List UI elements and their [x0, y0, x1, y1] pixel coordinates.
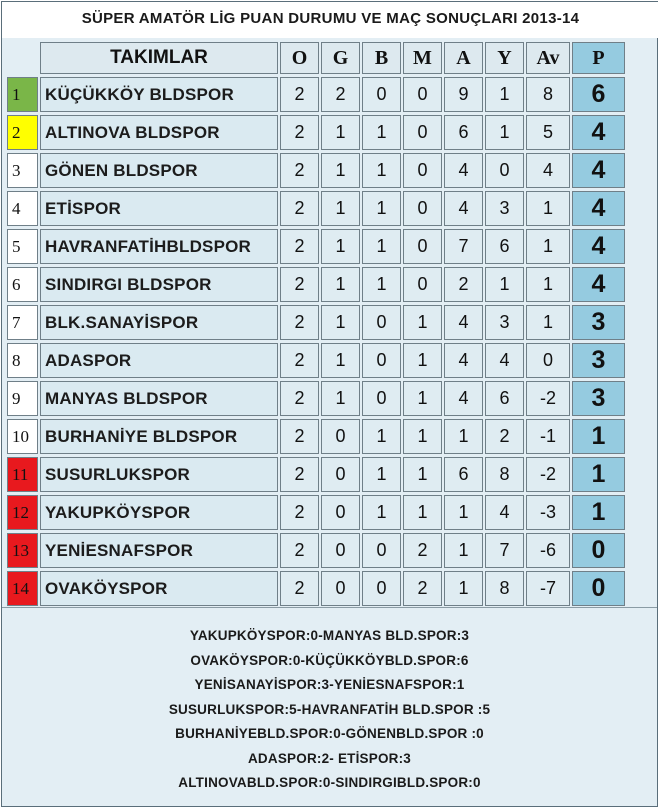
played-cell: 2	[280, 305, 319, 340]
table-row	[7, 267, 625, 302]
goals-for-cell: 4	[444, 305, 483, 340]
played-cell: 2	[280, 533, 319, 568]
points-cell: 4	[572, 191, 625, 226]
goals-for-cell: 4	[444, 153, 483, 188]
header-goals-for: A	[444, 42, 483, 74]
table-row	[7, 457, 625, 492]
team-name: SUSURLUKSPOR	[40, 457, 278, 492]
goal-difference-cell: 1	[526, 191, 570, 226]
header-goals-against: Y	[485, 42, 524, 74]
match-result-line: BURHANİYEBLD.SPOR:0-GÖNENBLD.SPOR :0	[175, 726, 484, 741]
page-title: SÜPER AMATÖR LİG PUAN DURUMU VE MAÇ SONUÇLARI 2013-14	[2, 2, 659, 38]
goals-for-cell: 4	[444, 381, 483, 416]
table-row	[7, 229, 625, 264]
team-name: GÖNEN BLDSPOR	[40, 153, 278, 188]
points-cell: 3	[572, 343, 625, 378]
drawn-cell: 1	[362, 419, 401, 454]
goals-for-cell: 6	[444, 115, 483, 150]
team-name: HAVRANFATİHBLDSPOR	[40, 229, 278, 264]
played-cell: 2	[280, 419, 319, 454]
table-row	[7, 495, 625, 530]
drawn-cell: 1	[362, 229, 401, 264]
goals-against-cell: 8	[485, 571, 524, 606]
points-cell: 3	[572, 381, 625, 416]
header-row	[7, 42, 625, 74]
goals-against-cell: 1	[485, 77, 524, 112]
points-cell: 4	[572, 229, 625, 264]
rank-cell: 2	[7, 115, 38, 150]
goals-against-cell: 3	[485, 305, 524, 340]
rank-cell: 8	[7, 343, 38, 378]
goals-against-cell: 7	[485, 533, 524, 568]
rank-header-spacer	[7, 42, 38, 74]
rank-cell: 14	[7, 571, 38, 606]
points-cell: 1	[572, 495, 625, 530]
lost-cell: 0	[403, 267, 442, 302]
team-name: ADASPOR	[40, 343, 278, 378]
points-cell: 1	[572, 457, 625, 492]
table-row	[7, 77, 625, 112]
goals-for-cell: 4	[444, 343, 483, 378]
goals-for-cell: 1	[444, 571, 483, 606]
drawn-cell: 0	[362, 305, 401, 340]
lost-cell: 1	[403, 381, 442, 416]
goal-difference-cell: -2	[526, 381, 570, 416]
points-cell: 3	[572, 305, 625, 340]
match-result-line: YAKUPKÖYSPOR:0-MANYAS BLD.SPOR:3	[189, 628, 470, 643]
lost-cell: 0	[403, 191, 442, 226]
drawn-cell: 0	[362, 571, 401, 606]
goals-against-cell: 3	[485, 191, 524, 226]
goal-difference-cell: -3	[526, 495, 570, 530]
played-cell: 2	[280, 115, 319, 150]
points-cell: 4	[572, 267, 625, 302]
rank-cell: 1	[7, 77, 38, 112]
rank-cell: 4	[7, 191, 38, 226]
match-result-line: YENİSANAYİSPOR:3-YENİESNAFSPOR:1	[194, 677, 465, 692]
lost-cell: 1	[403, 419, 442, 454]
table-row	[7, 571, 625, 606]
drawn-cell: 1	[362, 153, 401, 188]
header-drawn: B	[362, 42, 401, 74]
team-name: BURHANİYE BLDSPOR	[40, 419, 278, 454]
played-cell: 2	[280, 153, 319, 188]
goals-against-cell: 1	[485, 267, 524, 302]
goals-against-cell: 4	[485, 495, 524, 530]
drawn-cell: 0	[362, 533, 401, 568]
won-cell: 1	[321, 153, 360, 188]
lost-cell: 2	[403, 571, 442, 606]
goal-difference-cell: 4	[526, 153, 570, 188]
won-cell: 0	[321, 457, 360, 492]
rank-cell: 10	[7, 419, 38, 454]
team-name: ALTINOVA BLDSPOR	[40, 115, 278, 150]
team-name: KÜÇÜKKÖY BLDSPOR	[40, 77, 278, 112]
rank-cell: 5	[7, 229, 38, 264]
table-row	[7, 533, 625, 568]
lost-cell: 1	[403, 495, 442, 530]
lost-cell: 0	[403, 153, 442, 188]
goals-for-cell: 9	[444, 77, 483, 112]
goal-difference-cell: -2	[526, 457, 570, 492]
standings-body	[7, 77, 625, 606]
rank-cell: 6	[7, 267, 38, 302]
match-result-line: ADASPOR:2- ETİSPOR:3	[247, 750, 412, 766]
match-result-line: ALTINOVABLD.SPOR:0-SINDIRGIBLD.SPOR:0	[178, 775, 481, 790]
played-cell: 2	[280, 381, 319, 416]
goal-difference-cell: 1	[526, 305, 570, 340]
won-cell: 2	[321, 77, 360, 112]
lost-cell: 0	[403, 77, 442, 112]
team-name: YAKUPKÖYSPOR	[40, 495, 278, 530]
header-goal-difference: Av	[526, 42, 570, 74]
match-result-line: OVAKÖYSPOR:0-KÜÇÜKKÖYBLD.SPOR:6	[190, 652, 469, 668]
points-cell: 6	[572, 77, 625, 112]
won-cell: 1	[321, 229, 360, 264]
rank-cell: 12	[7, 495, 38, 530]
played-cell: 2	[280, 229, 319, 264]
won-cell: 1	[321, 115, 360, 150]
rank-cell: 11	[7, 457, 38, 492]
goals-for-cell: 1	[444, 533, 483, 568]
header-won: G	[321, 42, 360, 74]
header-points: P	[572, 42, 625, 74]
drawn-cell: 0	[362, 77, 401, 112]
won-cell: 1	[321, 381, 360, 416]
drawn-cell: 1	[362, 191, 401, 226]
goals-for-cell: 4	[444, 191, 483, 226]
points-cell: 4	[572, 153, 625, 188]
goals-for-cell: 7	[444, 229, 483, 264]
lost-cell: 1	[403, 305, 442, 340]
lost-cell: 0	[403, 229, 442, 264]
points-cell: 4	[572, 115, 625, 150]
team-name: YENİESNAFSPOR	[40, 533, 278, 568]
points-cell: 0	[572, 571, 625, 606]
team-name: MANYAS BLDSPOR	[40, 381, 278, 416]
table-row	[7, 115, 625, 150]
lost-cell: 2	[403, 533, 442, 568]
played-cell: 2	[280, 457, 319, 492]
header-played: O	[280, 42, 319, 74]
lost-cell: 1	[403, 343, 442, 378]
won-cell: 1	[321, 267, 360, 302]
rank-cell: 3	[7, 153, 38, 188]
goals-against-cell: 1	[485, 115, 524, 150]
won-cell: 1	[321, 305, 360, 340]
drawn-cell: 1	[362, 457, 401, 492]
played-cell: 2	[280, 343, 319, 378]
goals-for-cell: 1	[444, 495, 483, 530]
match-result-line: SUSURLUKSPOR:5-HAVRANFATİH BLD.SPOR :5	[168, 701, 491, 717]
header-team: TAKIMLAR	[40, 42, 278, 74]
goal-difference-cell: 5	[526, 115, 570, 150]
won-cell: 0	[321, 571, 360, 606]
goal-difference-cell: 1	[526, 229, 570, 264]
goal-difference-cell: -7	[526, 571, 570, 606]
standings-panel	[1, 1, 658, 807]
won-cell: 1	[321, 191, 360, 226]
team-name: OVAKÖYSPOR	[40, 571, 278, 606]
won-cell: 0	[321, 533, 360, 568]
goals-against-cell: 2	[485, 419, 524, 454]
goals-for-cell: 1	[444, 419, 483, 454]
goals-against-cell: 8	[485, 457, 524, 492]
goal-difference-cell: 0	[526, 343, 570, 378]
goal-difference-cell: 1	[526, 267, 570, 302]
goals-for-cell: 2	[444, 267, 483, 302]
lost-cell: 1	[403, 457, 442, 492]
played-cell: 2	[280, 571, 319, 606]
table-row	[7, 343, 625, 378]
rank-cell: 13	[7, 533, 38, 568]
standings-table	[5, 39, 627, 609]
goals-for-cell: 6	[444, 457, 483, 492]
drawn-cell: 1	[362, 115, 401, 150]
played-cell: 2	[280, 77, 319, 112]
rank-cell: 9	[7, 381, 38, 416]
won-cell: 1	[321, 343, 360, 378]
goals-against-cell: 6	[485, 229, 524, 264]
goals-against-cell: 6	[485, 381, 524, 416]
table-row	[7, 381, 625, 416]
header-lost: M	[403, 42, 442, 74]
team-name: BLK.SANAYİSPOR	[40, 305, 278, 340]
match-results	[2, 607, 657, 808]
played-cell: 2	[280, 267, 319, 302]
goals-against-cell: 4	[485, 343, 524, 378]
goal-difference-cell: 8	[526, 77, 570, 112]
drawn-cell: 1	[362, 267, 401, 302]
table-row	[7, 419, 625, 454]
points-cell: 1	[572, 419, 625, 454]
table-row	[7, 153, 625, 188]
drawn-cell: 0	[362, 343, 401, 378]
played-cell: 2	[280, 191, 319, 226]
team-name: SINDIRGI BLDSPOR	[40, 267, 278, 302]
table-row	[7, 305, 625, 340]
played-cell: 2	[280, 495, 319, 530]
goal-difference-cell: -1	[526, 419, 570, 454]
drawn-cell: 1	[362, 495, 401, 530]
won-cell: 0	[321, 495, 360, 530]
rank-cell: 7	[7, 305, 38, 340]
goal-difference-cell: -6	[526, 533, 570, 568]
goals-against-cell: 0	[485, 153, 524, 188]
drawn-cell: 0	[362, 381, 401, 416]
table-row	[7, 191, 625, 226]
won-cell: 0	[321, 419, 360, 454]
team-name: ETİSPOR	[40, 191, 278, 226]
points-cell: 0	[572, 533, 625, 568]
lost-cell: 0	[403, 115, 442, 150]
